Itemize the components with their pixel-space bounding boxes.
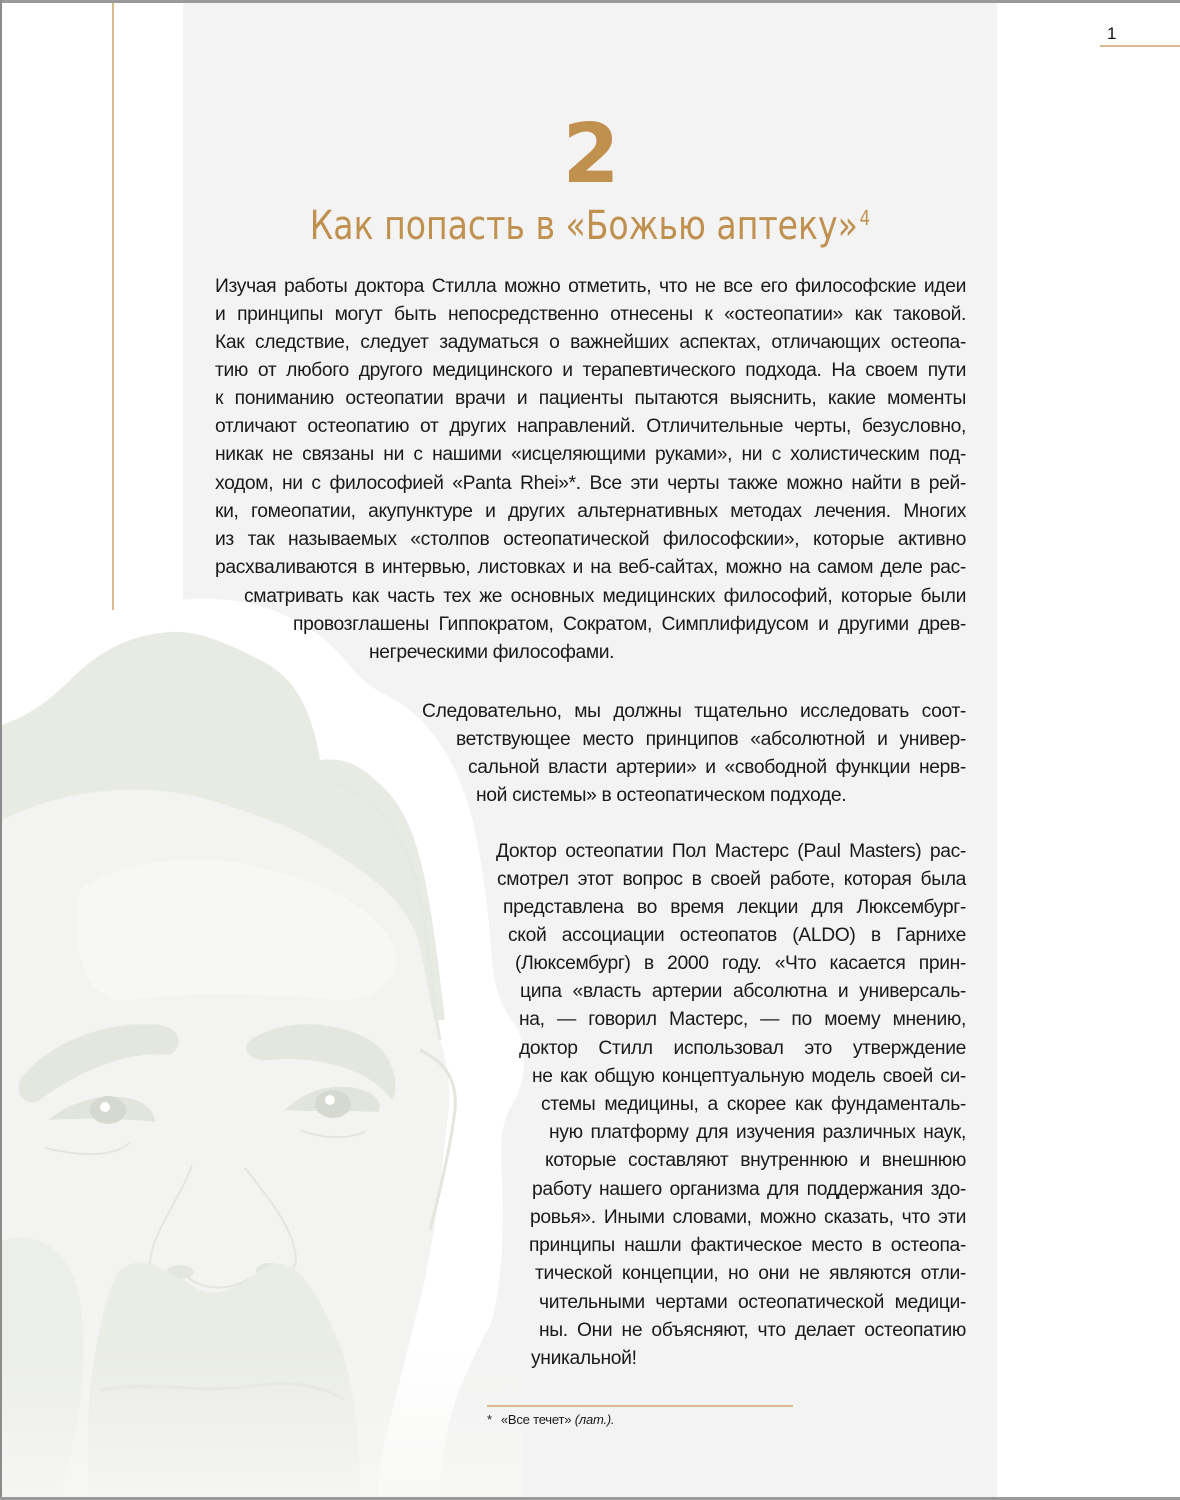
page-number-text: 1 (1107, 24, 1117, 43)
text-line: уникальной! (531, 1348, 637, 1369)
text-line: стемы медицины, а скорее как фундаменталь- (541, 1094, 966, 1115)
text-line: доктор Стилл использовал это утверждение (519, 1038, 966, 1059)
text-line: Следовательно, мы должны тщательно исследовать соот- (422, 701, 966, 722)
footnote-separator (487, 1405, 793, 1407)
text-line: Доктор остеопатии Пол Мастерс (Paul Masters) рас- (496, 841, 966, 862)
text-line: работу нашего организма для поддержания здо- (532, 1179, 966, 1200)
text-line: ную платформу для изучения различных наук, (549, 1122, 966, 1143)
text-line: сматривать как часть тех же основных медицинских философий, которые были (244, 586, 966, 607)
text-line: сальной власти артерии» и «свободной функции нерв- (468, 757, 966, 778)
text-line: чительными чертами остеопатической медици- (539, 1292, 966, 1313)
chapter-title-note: 4 (859, 206, 871, 230)
text-line: принципы нашли фактическое место в остеопа- (529, 1235, 966, 1256)
footnote-note: (лат.). (574, 1412, 615, 1427)
text-line: которые составляют внутреннюю и внешнюю (545, 1150, 966, 1171)
text-line: смотрел этот вопрос в своей работе, которая была (497, 869, 966, 890)
chapter-title-text: Как попасть в «Божью аптеку» (309, 203, 858, 249)
text-line: ны. Они не объясняют, что делает остеопатию (539, 1320, 966, 1341)
text-line: ципа «власть артерии абсолютна и универсаль- (520, 981, 966, 1002)
text-line: и принципы могут быть непосредственно отнесены к «остеопатии» как таковой. (215, 304, 966, 325)
text-line: на, — говорил Мастерс, — по моему мнению, (519, 1009, 966, 1030)
text-line: представлена во время лекции для Люксембург- (503, 897, 966, 918)
text-line: ходом, ни с философией «Panta Rhei»*. Все эти черты также можно найти в рей- (215, 473, 966, 494)
text-line: Изучая работы доктора Стилла можно отметить, что не все его философские идеи (215, 276, 966, 297)
footnote (487, 1411, 614, 1429)
text-line: ровья». Иными словами, можно сказать, что эти (530, 1207, 966, 1228)
text-line: Как следствие, следует задуматься о важнейших аспектах, отличающих остеопа- (215, 332, 966, 353)
text-line: провозглашены Гиппократом, Сократом, Симплифидусом и другими древ- (293, 614, 966, 635)
footnote-marker: * (487, 1412, 492, 1427)
text-line: тической концепции, но они не являются отли- (535, 1263, 966, 1284)
text-line: из так называемых «столпов остеопатической философскии», которые активно (215, 529, 966, 550)
text-line: тию от любого другого медицинского и терапевтического подхода. На своем пути (215, 360, 966, 381)
text-line: ки, гомеопатии, акупунктуре и других альтернативных методах лечения. Многих (215, 501, 966, 522)
text-line: ветствующее место принципов «абсолютной и универ- (456, 729, 966, 750)
text-line: отличают остеопатию от других направлений. Отличительные черты, безусловно, (215, 416, 966, 437)
text-line: расхваливаются в интервью, листовках и на веб-сайтах, можно на самом деле рас- (215, 557, 966, 578)
text-line: ской ассоциации остеопатов (ALDO) в Гарнихе (508, 925, 966, 946)
text-line: никак не связаны ни с нашими «исцеляющими руками», ни с холистическим под- (215, 444, 966, 465)
page-number-rule (1100, 45, 1180, 47)
text-line: ной системы» в остеопатическом подходе. (476, 785, 847, 806)
chapter-title (216, 200, 965, 258)
text-line: не как общую концептуальную модель своей си- (532, 1066, 966, 1087)
page-number (1100, 22, 1180, 46)
text-line: (Люксембург) в 2000 году. «Что касается прин- (515, 953, 966, 974)
text-line: негреческими философами. (369, 642, 615, 663)
text-line: к пониманию остеопатии врачи и пациенты пытаются выяснить, какие моменты (215, 388, 966, 409)
footnote-text: «Все течет» (500, 1412, 572, 1427)
chapter-number: 2 (562, 107, 618, 202)
